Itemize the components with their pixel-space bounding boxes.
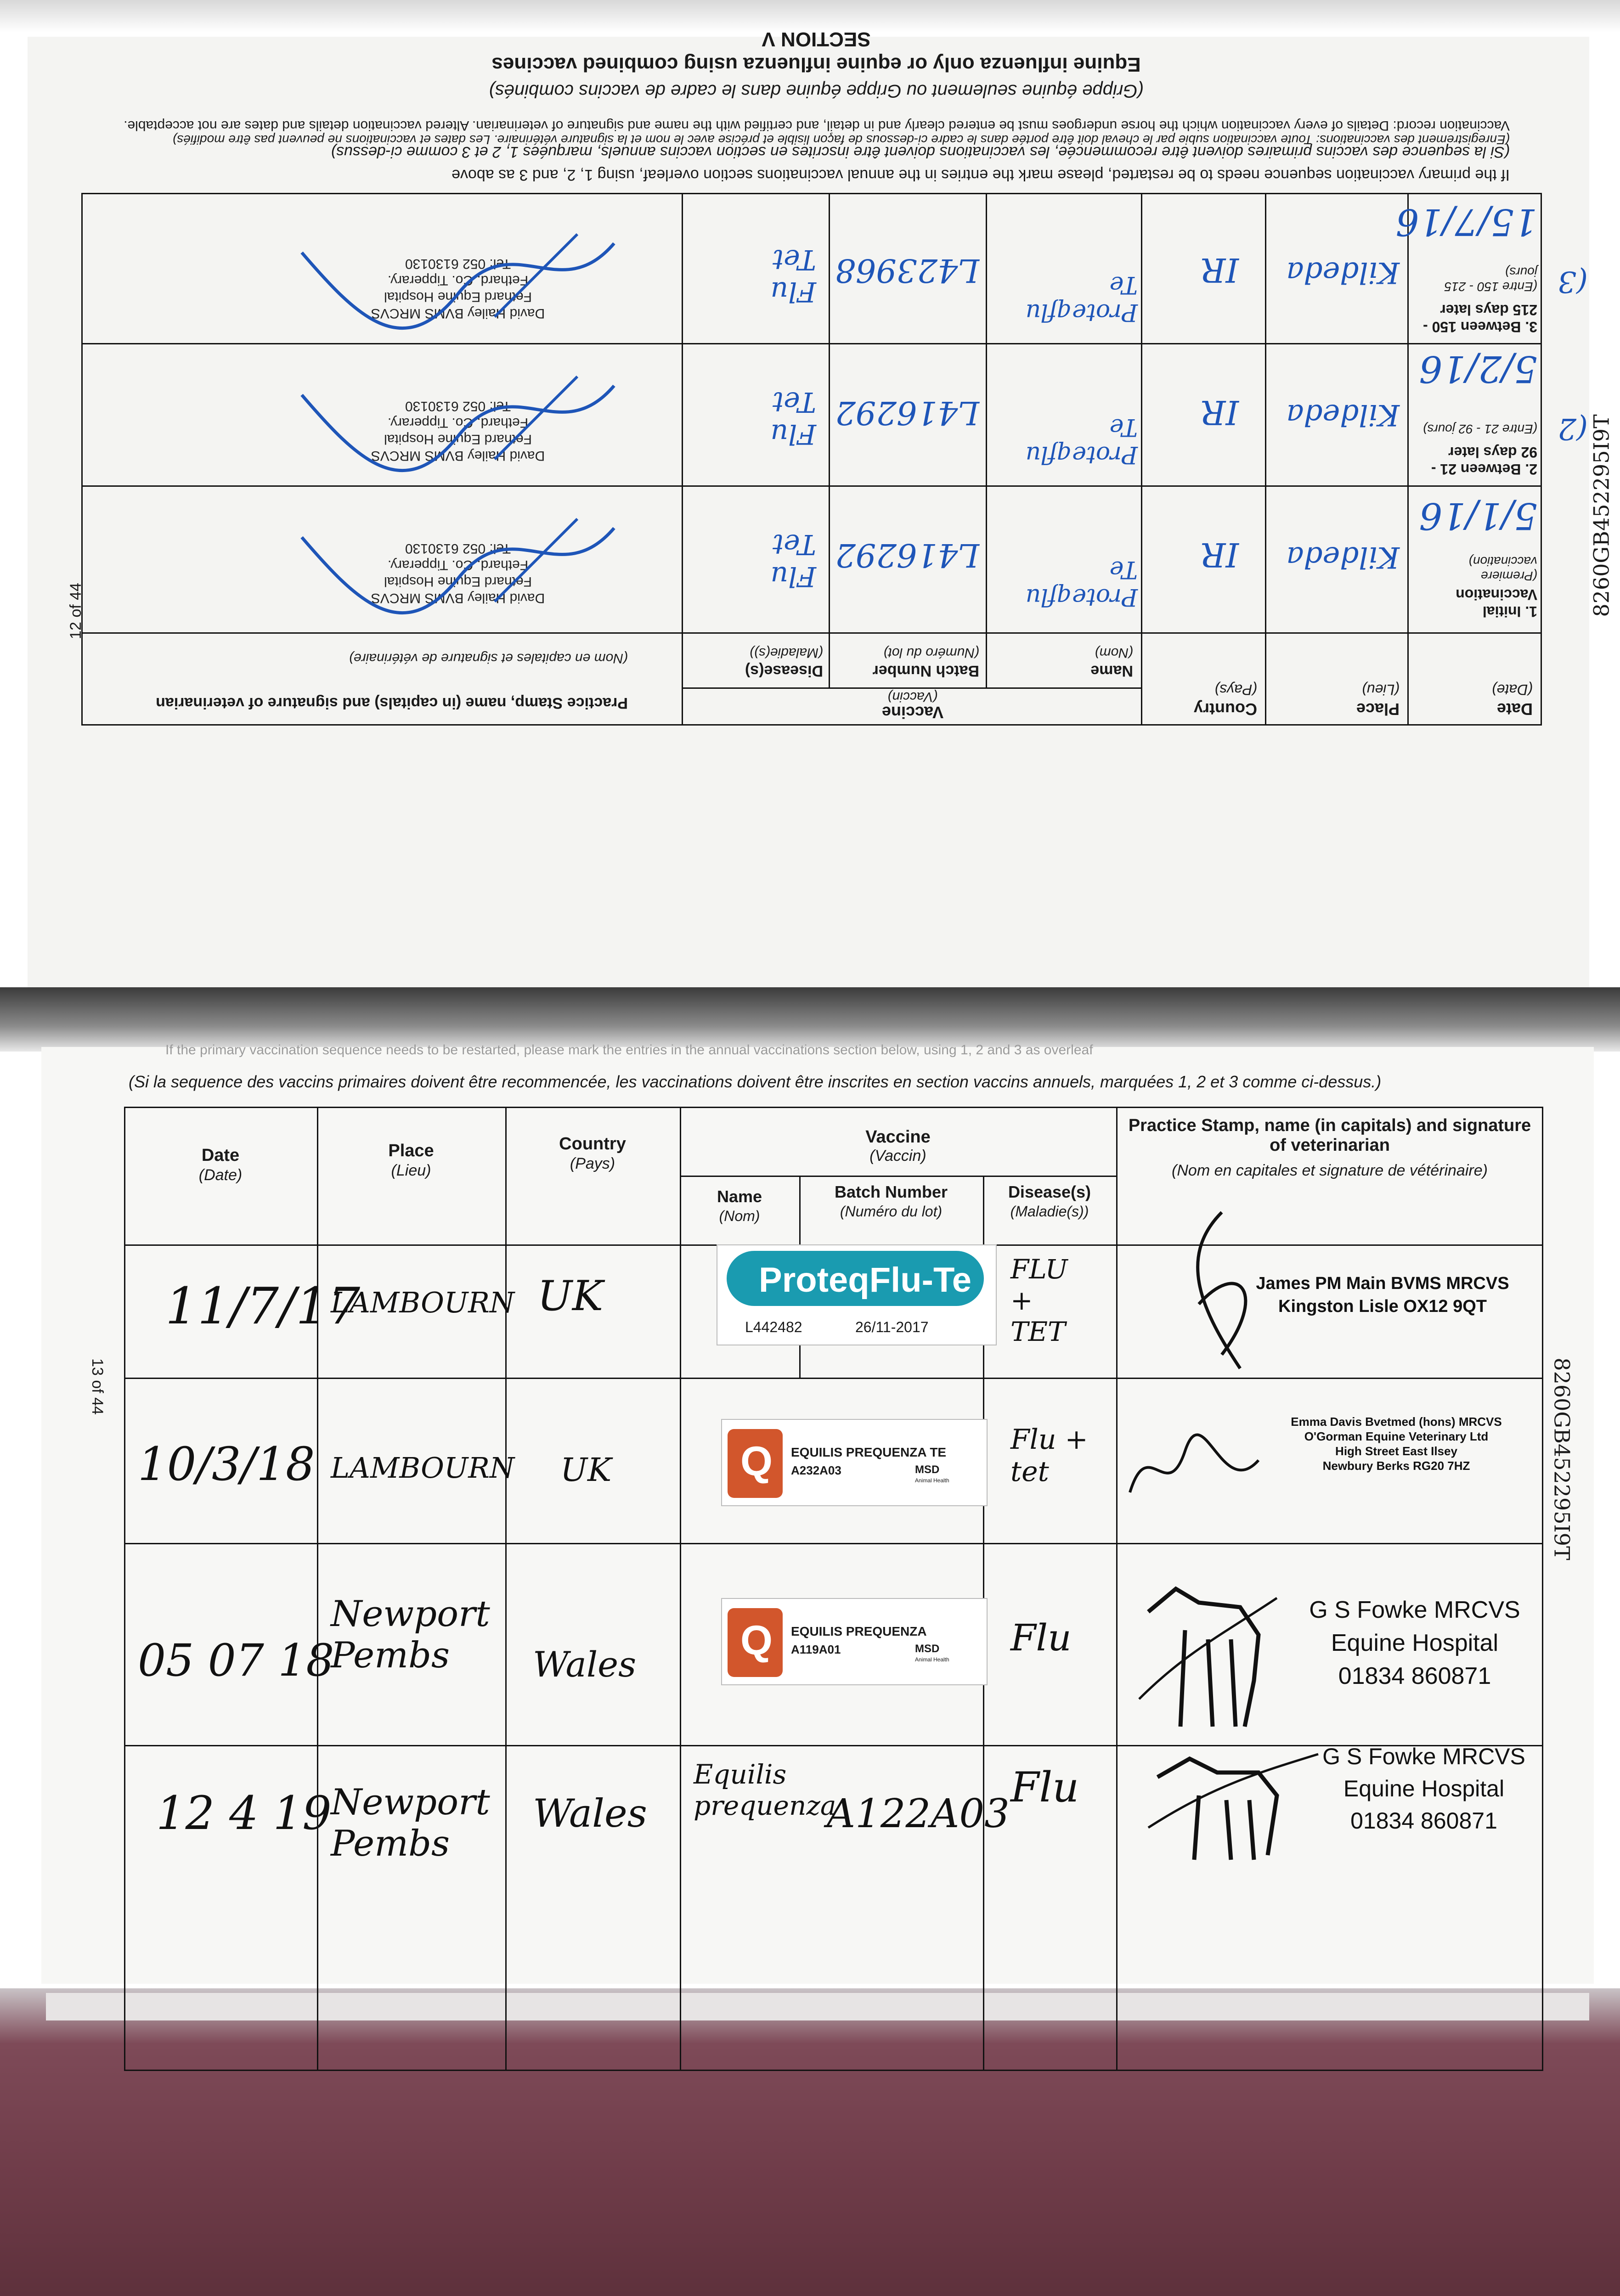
lower-row2-vaccine-label [721, 1419, 988, 1506]
lower-row1-disease: FLU + TET [1010, 1254, 1068, 1347]
upper-row1-disease: Flu Tet [770, 528, 816, 592]
upper-record-en: Vaccination record: Details of every vaccination which the horse undergoes must be entered clearly and in detail, and certified with the name and signature of veterinarian. Altered vaccination details and dates are not acceptable. [124, 118, 1510, 133]
lower-row2-place: LAMBOURN [331, 1451, 515, 1485]
upper-row2-signature [265, 358, 632, 478]
upper-row1-name: Proteqflu Te [1025, 556, 1138, 611]
label-logo-letter: Q [740, 1618, 773, 1664]
upper-row1-country: IR [1201, 535, 1239, 574]
stamp-line: 01834 860871 [1350, 1808, 1497, 1834]
upper-header-disease-fr: (Maladie(s)) [749, 645, 823, 660]
stamp-line: O'Gorman Equine Veterinary Ltd [1304, 1429, 1489, 1443]
upper-header-date-fr: (Date) [1492, 681, 1533, 698]
lower-row1-stamp [1217, 1272, 1548, 1318]
lower-header-place: Place [388, 1141, 434, 1160]
lower-row2-date: 10/3/18 [138, 1437, 315, 1491]
lower-col-line-2 [505, 1107, 507, 2071]
stamp-line: David Hailey BVMS MRCVS [371, 448, 545, 463]
upper-row2-country: IR [1201, 393, 1239, 432]
lower-row3-vaccine-label [721, 1598, 988, 1685]
lower-row2-stamp [1259, 1414, 1534, 1473]
lower-row-line-1 [124, 1378, 1543, 1379]
lower-header-name: Name [717, 1187, 762, 1206]
lower-vaccine-line [680, 1176, 1116, 1177]
lower-col-line-3 [680, 1107, 681, 2071]
upper-header-country-fr: (Pays) [1214, 681, 1257, 698]
upper-row-line-1 [81, 485, 1542, 487]
upper-note-fr: (Si la sequence des vaccins primaires doivent être recommencée, les vaccinations doivent être inscrites en section vaccins annuels, marquées 1, 2 et 3 comme ci-dessus) [331, 143, 1510, 161]
upper-note-en: If the primary vaccination sequence needs to be restarted, please mark the entries in the annual vaccinations section overleaf, using 1, 2, and 3 as above [452, 166, 1510, 184]
upper-row1-signature [265, 501, 632, 620]
upper-heading-fr: (Grippe équine seulement ou Grippe équine dans le cadre de vaccins combinés) [489, 81, 1144, 101]
lower-note-fr: (Si la sequence des vaccins primaires doivent être recommencée, les vaccinations doivent être inscrites en section vaccins annuels, marquées 1, 2 et 3 comme ci-dessus.) [129, 1072, 1382, 1091]
lower-row4-place: Newport Pembs [331, 1782, 490, 1864]
upper-page-number: 12 of 44 [67, 583, 85, 639]
upper-page [0, 0, 1620, 987]
lower-row4-name: Equilis prequenza [694, 1759, 836, 1821]
upper-row3-signature [265, 216, 632, 335]
upper-row3-batch: L423968 [835, 252, 979, 289]
stamp-line: Newbury Berks RG20 7HZ [1322, 1459, 1470, 1473]
stamp-line: Fethard, Co. Tipperary. [387, 415, 529, 430]
upper-heading: Equine influenza only or equine influenza using combined vaccines [491, 53, 1141, 76]
lower-row4-horse-logo [1139, 1727, 1323, 1864]
upper-col-line-4 [986, 193, 987, 689]
upper-header-vaccine: Vaccine [881, 703, 944, 722]
stamp-line: Tel: 052 6130130 [405, 256, 511, 271]
stamp-line: David Hailey BVMS MRCVS [371, 591, 545, 606]
stamp-line: Emma Davis Bvetmed (hons) MRCVS [1291, 1415, 1502, 1429]
lower-row3-stamp [1295, 1593, 1534, 1693]
upper-header-place-fr: (Lieu) [1362, 681, 1400, 698]
stamp-line: Kingston Lisle OX12 9QT [1278, 1297, 1487, 1316]
upper-row1-batch: L416292 [835, 536, 979, 574]
upper-col-line-5 [829, 193, 830, 689]
label-brand: MSD [915, 1643, 940, 1655]
lower-col-line-6 [1116, 1107, 1118, 2071]
upper-header-line [81, 632, 1542, 634]
lower-page-number: 13 of 44 [88, 1358, 106, 1415]
upper-col-line-3 [1141, 193, 1142, 726]
stamp-line: High Street East Ilsey [1335, 1444, 1457, 1458]
upper-row1-label: 1. Initial Vaccination [1456, 586, 1537, 620]
lower-header-country-fr: (Pays) [570, 1155, 615, 1172]
lower-row4-country: Wales [533, 1791, 647, 1836]
lower-row4-date: 12 4 19 [156, 1786, 332, 1840]
lower-row3-country: Wales [533, 1644, 637, 1685]
upper-header-date: Date [1496, 700, 1533, 719]
stamp-line: 01834 860871 [1338, 1663, 1491, 1689]
upper-side-code: 8260GB452295I9T [1589, 414, 1614, 617]
upper-header-vaccine-fr: (Vaccin) [887, 689, 938, 704]
stamp-line: Fethard Equine Hospital [384, 574, 532, 589]
stamp-line: Fethard, Co. Tipperary. [387, 557, 529, 573]
label-brand-sub: Animal Health [915, 1656, 949, 1663]
upper-row2-label: 2. Between 21 - 92 days later [1431, 444, 1537, 478]
lower-row1-place: LAMBOURN [331, 1286, 515, 1319]
upper-row2-batch: L416292 [835, 394, 979, 432]
upper-row-line-2 [81, 343, 1542, 344]
upper-record-fr: (Enregistrement des vaccinations: Toute vaccination subie par le cheval doit être portée dans le cadre ci-dessous de façon lisible et précise avec le nom et la signature vétérinaire. Les dates et vaccinations ne peuvent pas être modifiés) [172, 133, 1510, 147]
lower-row-line-2 [124, 1543, 1543, 1544]
label-expiry: 26/11-2017 [855, 1319, 929, 1335]
lower-header-batch-fr: (Numéro du lot) [840, 1203, 943, 1220]
stamp-line: Tel: 052 6130130 [405, 541, 511, 556]
upper-header-country: Country [1194, 700, 1257, 719]
upper-header-disease: Disease(s) [745, 662, 823, 680]
stamp-line: Fethard, Co. Tipperary. [387, 273, 529, 288]
lower-row2-country: UK [560, 1451, 612, 1489]
stamp-line: James PM Main BVMS MRCVS [1256, 1274, 1509, 1293]
stamp-line: G S Fowke MRCVS [1322, 1744, 1525, 1769]
lower-header-batch: Batch Number [834, 1182, 948, 1201]
lower-header-date-fr: (Date) [198, 1166, 243, 1184]
lower-col-line-1 [317, 1107, 318, 2071]
lower-header-date: Date [201, 1146, 240, 1165]
label-batch: A232A03 [791, 1463, 841, 1477]
lower-row4-batch: A122A03 [827, 1791, 1010, 1837]
lower-row2-signature [1121, 1424, 1268, 1515]
lower-header-name-fr: (Nom) [719, 1208, 760, 1224]
upper-row3-name: Proteqflu Te [1025, 271, 1138, 326]
label-logo-letter: Q [740, 1439, 773, 1485]
upper-row1-label-fr: (Premiere vaccination) [1468, 554, 1537, 583]
lower-row3-horse-logo [1121, 1561, 1286, 1736]
book-spine [0, 987, 1620, 1052]
label-brand-sub: Animal Health [915, 1477, 949, 1484]
lower-header-stamp: Practice Stamp, name (in capitals) and signature of veterinarian [1128, 1116, 1531, 1155]
upper-header-name-fr: (Nom) [1095, 645, 1133, 660]
lower-side-code: 8260GB452295I9T [1549, 1357, 1575, 1560]
stamp-line: David Hailey BVMS MRCVS [371, 306, 545, 321]
upper-col-line-1 [1407, 193, 1409, 726]
label-product: ProteqFlu-Te [759, 1261, 972, 1300]
lower-header-stamp-fr: (Nom en capitales et signature de vétérinaire) [1172, 1162, 1488, 1179]
lower-header-disease-fr: (Maladie(s)) [1010, 1203, 1089, 1220]
upper-row3-disease: Flu Tet [770, 243, 816, 308]
upper-row1-place: Kildeda [1286, 540, 1400, 574]
lower-header-place-fr: (Lieu) [391, 1162, 431, 1179]
lower-row4-stamp [1309, 1740, 1539, 1837]
label-brand: MSD [915, 1463, 940, 1476]
stamp-line: Tel: 052 6130130 [405, 399, 511, 414]
lower-row3-date: 05 07 18 [138, 1635, 334, 1686]
upper-section-title: SECTION V [762, 28, 871, 51]
upper-col-line-6 [682, 193, 683, 726]
lower-row3-place: Newport Pembs [331, 1593, 490, 1676]
upper-row2-disease: Flu Tet [770, 386, 816, 450]
upper-row2-label-fr: (Entre 21 - 92 jours) [1423, 422, 1537, 436]
upper-row2-place: Kildeda [1286, 398, 1400, 432]
stamp-line: Fethard Equine Hospital [384, 432, 532, 447]
stamp-line: G S Fowke MRCVS [1309, 1597, 1520, 1623]
upper-header-batch-fr: (Numéro du lot) [883, 645, 979, 660]
label-batch: A119A01 [791, 1643, 841, 1656]
lower-row1-vaccine-label [717, 1244, 997, 1345]
upper-row3-country: IR [1201, 251, 1239, 289]
upper-row3-label: 3. Between 150 - 215 days later [1423, 302, 1537, 335]
upper-row2-date: 5/2/16 [1419, 348, 1537, 390]
lower-header-disease: Disease(s) [1008, 1182, 1091, 1201]
lower-row1-date: 11/7/17 [165, 1277, 361, 1335]
label-product: EQUILIS PREQUENZA TE [791, 1445, 947, 1459]
lower-header-vaccine-fr: (Vaccin) [869, 1147, 926, 1165]
stamp-line: Equine Hospital [1343, 1776, 1505, 1801]
upper-row1-date: 5/1/16 [1419, 495, 1537, 537]
lower-header-vaccine: Vaccine [865, 1127, 931, 1147]
upper-row3-place: Kildeda [1286, 255, 1400, 289]
upper-header-place: Place [1356, 700, 1400, 719]
label-product: EQUILIS PREQUENZA [791, 1624, 927, 1638]
lower-note-en: If the primary vaccination sequence needs to be restarted, please mark the entries in the annual vaccinations section below, using 1, 2 and 3 as overleaf [165, 1042, 1093, 1058]
upper-header-stamp-fr: (Nom en capitales et signature de vétérinaire) [349, 651, 628, 666]
stamp-line: Fethard Equine Hospital [384, 289, 532, 304]
upper-header-stamp: Practice Stamp, name (in capitals) and signature of veterinarian [156, 694, 628, 712]
upper-row3-label-fr: (Entre 150 - 215 jours) [1444, 265, 1537, 294]
label-batch: L442482 [745, 1319, 802, 1335]
lower-header-country: Country [559, 1134, 626, 1154]
lower-row2-disease: Flu + tet [1010, 1424, 1088, 1488]
upper-col-line-2 [1265, 193, 1266, 726]
lower-row1-country: UK [537, 1272, 604, 1320]
upper-row3-margin-mark: (3 [1558, 264, 1588, 298]
upper-row2-margin-mark: (2 [1558, 411, 1588, 445]
upper-header-batch: Batch Number [872, 662, 979, 680]
upper-header-name: Name [1090, 662, 1133, 680]
stamp-line: Equine Hospital [1331, 1630, 1499, 1656]
lower-row3-disease: Flu [1010, 1616, 1072, 1659]
upper-row3-date: 15/7/16 [1395, 201, 1537, 243]
lower-row4-disease: Flu [1010, 1763, 1079, 1812]
upper-row2-name: Proteqflu Te [1025, 413, 1138, 468]
